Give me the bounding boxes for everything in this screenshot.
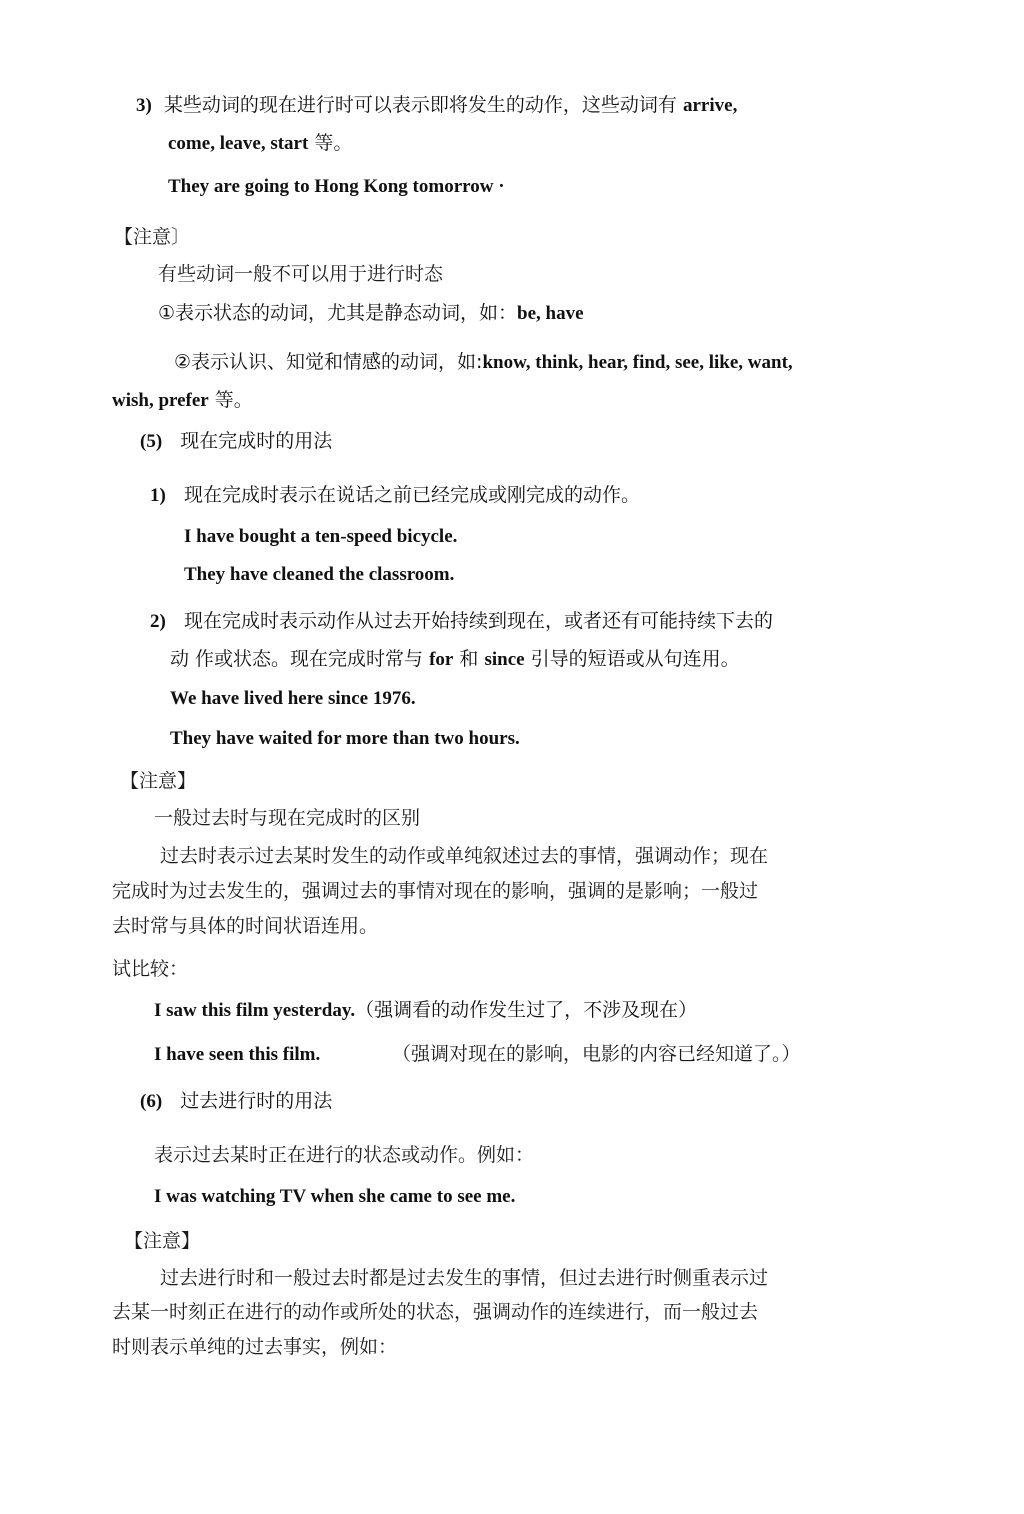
note-1-label: 【注意〕 <box>114 226 191 248</box>
note-1-item-2-en: know, think, hear, find, see, like, want, <box>482 352 793 373</box>
section-5-point-2-line-2 <box>170 650 740 669</box>
section-5-point-1 <box>150 486 640 505</box>
note-2-label: 【注意】 <box>120 770 197 792</box>
compare-label: 试比较： <box>112 958 189 980</box>
section-5-point-2-line-1 <box>150 612 773 631</box>
note-1-item-1-zh: ①表示状态的动词，尤其是静态动词，如： <box>158 302 518 324</box>
compare-example-1-en: I saw this film yesterday. <box>154 1000 356 1021</box>
note-2-paragraph-line-1: 过去时表示过去某时发生的动作或单纯叙述过去的事情，强调动作；现在 <box>160 845 769 867</box>
compare-example-2-zh: （强调对现在的影响，电影的内容已经知道了。） <box>392 1043 801 1065</box>
section-5-number: (5) <box>140 431 163 452</box>
note-1-item-2-zh: ②表示认识、知觉和情感的动词，如: <box>174 351 483 373</box>
section-5-point-2-since: since <box>484 649 525 670</box>
section-5-point-1-text: 现在完成时表示在说话之前已经完成或刚完成的动作。 <box>183 484 640 506</box>
section-5-point-2-example-1: We have lived here since 1976. <box>170 688 416 709</box>
section-3-example: They are going to Hong Kong tomorrow · <box>168 176 505 197</box>
compare-example-2-en: I have seen this film. <box>154 1044 321 1065</box>
note-3-paragraph-line-3: 时则表示单纯的过去事实，例如： <box>112 1336 398 1358</box>
section-3-text-zh: 某些动词的现在进行时可以表示即将发生的动作，这些动词有 <box>163 94 677 116</box>
section-3-line-2 <box>168 134 352 153</box>
note-2-paragraph-line-2: 完成时为过去发生的，强调过去的事情对现在的影响，强调的是影响；一般过 <box>112 880 759 902</box>
section-6-title: 过去进行时的用法 <box>180 1090 333 1112</box>
section-5-point-2-text: 现在完成时表示动作从过去开始持续到现在，或者还有可能持续下去的 <box>183 610 773 632</box>
section-6-description: 表示过去某时正在进行的状态或动作。例如： <box>154 1144 535 1166</box>
section-5-point-1-example-2: They have cleaned the classroom. <box>184 564 455 585</box>
section-6-number: (6) <box>140 1091 163 1112</box>
section-3-etc: 等。 <box>314 132 353 154</box>
section-3-line-1 <box>136 96 737 115</box>
note-3-label: 【注意】 <box>124 1230 201 1252</box>
note-3-paragraph-line-2: 去某一时刻正在进行的动作或所处的状态，强调动作的连续进行，而一般过去 <box>112 1301 759 1323</box>
section-5-point-1-example-1: I have bought a ten-speed bicycle. <box>184 526 458 547</box>
section-5-heading <box>140 432 332 451</box>
section-3-text-en: arrive, <box>682 95 738 116</box>
note-1-item-2-cont <box>112 391 253 410</box>
note-1-intro: 有些动词一般不可以用于进行时态 <box>158 263 444 285</box>
note-2-paragraph-line-3: 去时常与具体的时间状语连用。 <box>112 915 379 937</box>
section-5-point-2-text-c: 引导的短语或从句连用。 <box>530 648 740 670</box>
section-3-number: 3) <box>136 95 152 116</box>
section-5-point-2-for: for <box>429 649 454 670</box>
section-5-point-2-number: 2) <box>150 611 166 632</box>
note-1-item-2 <box>174 353 793 372</box>
section-5-point-2-and: 和 <box>459 648 479 670</box>
note-1-item-1 <box>158 304 584 323</box>
section-5-title: 现在完成时的用法 <box>180 430 333 452</box>
compare-example-2 <box>154 1045 320 1064</box>
compare-example-1 <box>154 1001 697 1020</box>
note-1-item-1-en: be, have <box>517 303 584 324</box>
section-3-verbs: come, leave, start <box>168 133 309 154</box>
note-2-title: 一般过去时与现在完成时的区别 <box>154 807 421 829</box>
section-5-point-2-text-a: 动 作或状态。现在完成时常与 <box>170 648 424 670</box>
note-1-item-2-cont-zh: 等。 <box>214 389 253 411</box>
note-1-item-2-cont-en: wish, prefer <box>112 390 209 411</box>
note-3-paragraph-line-1: 过去进行时和一般过去时都是过去发生的事情，但过去进行时侧重表示过 <box>160 1267 769 1289</box>
compare-example-1-zh: （强调看的动作发生过了，不涉及现在） <box>355 999 698 1021</box>
section-5-point-1-number: 1) <box>150 485 166 506</box>
section-5-point-2-example-2: They have waited for more than two hours. <box>170 728 520 749</box>
section-6-heading <box>140 1092 332 1111</box>
section-6-example: I was watching TV when she came to see me. <box>154 1186 516 1207</box>
